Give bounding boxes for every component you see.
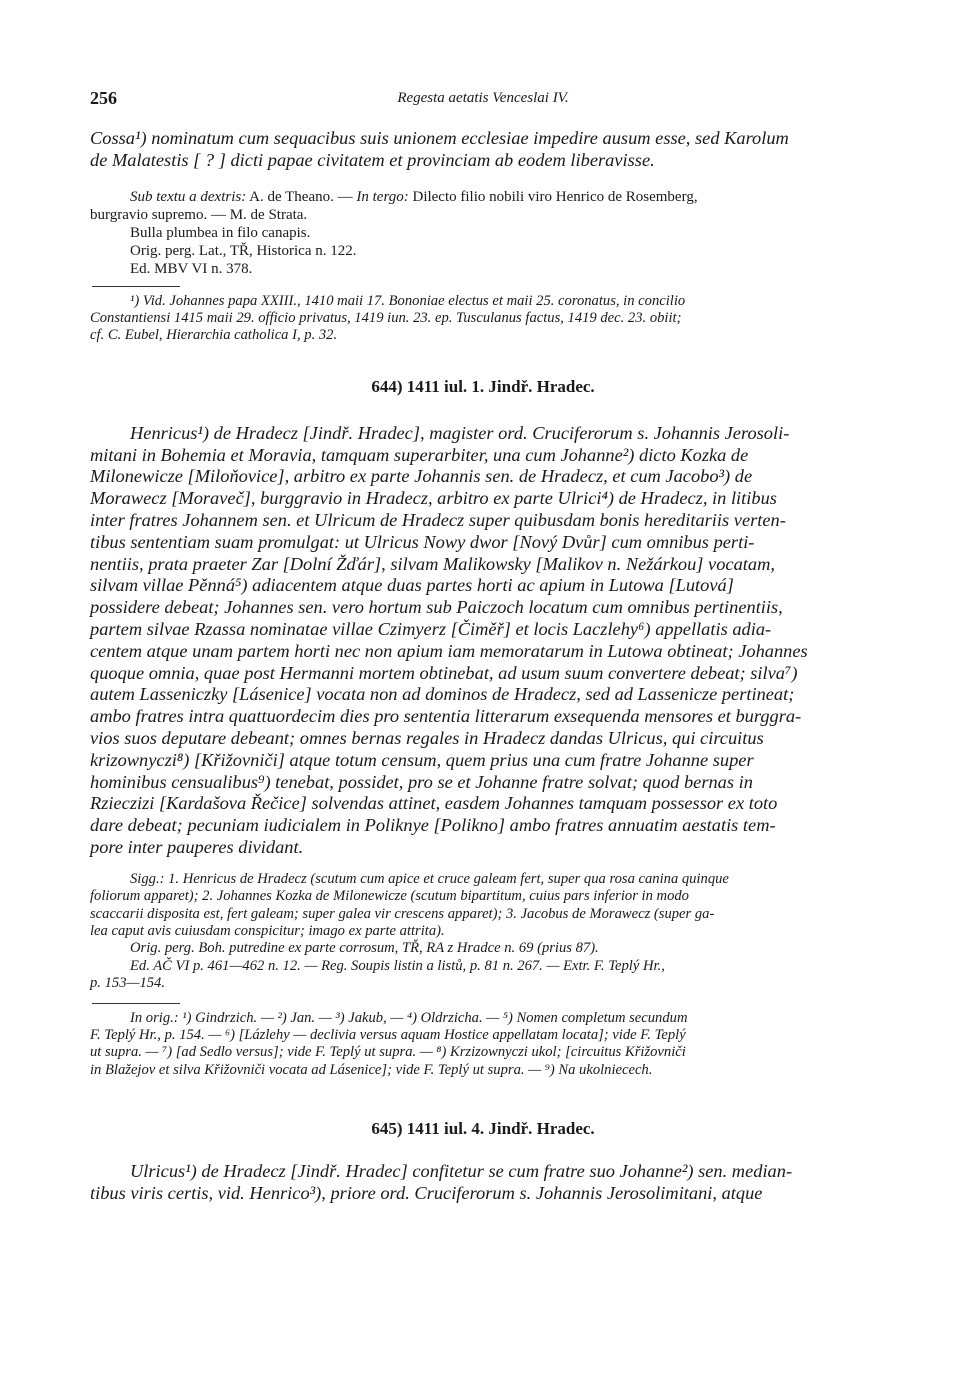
ed-note: Ed. MBV VI n. 378. — [130, 260, 253, 277]
orig-note: Orig. perg. Lat., TŘ, Historica n. 122. — [130, 242, 357, 259]
sigg-line: scaccarii disposita est, fert galeam; super galea vir crescens apparet); 3. Jacobus de Morawecz (super ga- — [90, 905, 715, 922]
apparatus — [90, 188, 876, 278]
body-line: Ulricus¹) de Hradecz [Jindř. Hradec] confitetur se cum fratre suo Johanne²) sen. median- — [130, 1161, 793, 1182]
footnote: Constantiensi 1415 maii 29. officio privatus, 1419 iun. 23. ep. Tusculanus factus, 1419 dec. 23. obiit; — [90, 310, 682, 326]
body-line: vios suos deputare debeant; omnes bernas regales in Hradecz dandas Ulricus, qui circuitus — [90, 727, 764, 748]
running-head — [90, 82, 876, 116]
body-line: Rzieczizi [Kardašova Řečice] solvendas attinet, easdem Johannes tamquam possessor ex toto — [90, 793, 778, 814]
body-line: ambo fratres intra quattuordecim dies pro sententia litterarum exsequenda mensores et burggra- — [90, 706, 802, 727]
body-line: Henricus¹) de Hradecz [Jindř. Hradec], magister ord. Cruciferorum s. Johannis Jerosoli- — [130, 422, 790, 443]
body-line: dare debeat; pecuniam iudicialem in Poliknye [Polikno] ambo fratres annuatim aestatis tem- — [90, 815, 776, 836]
entry-644-heading: 644) 1411 iul. 1. Jindř. Hradec. — [371, 376, 595, 396]
body-line: possidere debeat; Johannes sen. vero hortum sub Paiczoch locatum cum omnibus pertinentiis, — [90, 597, 783, 618]
body-line: tibus viris certis, vid. Henrico³), priore ord. Cruciferorum s. Johannis Jerosolimitani, atque — [90, 1183, 763, 1204]
body-line: nentiis, prata praeter Zar [Dolní Žďár], silvam Malikowsky [Malikov n. Nežárkou] vocatam, — [90, 553, 775, 574]
body-line: Morawecz [Moraveč], burggravio in Hradecz, arbitro ex parte Ulrici⁴) de Hradecz, in litibus — [90, 488, 777, 509]
note-line: F. Teplý Hr., p. 154. — ⁶) [Lázlehy — declivia versus aquam Hostice appellatam locata]; vide F. Teplý — [90, 1027, 686, 1043]
entry-643-tail — [90, 128, 876, 345]
body-line: inter fratres Johannem sen. et Ulricum de Hradecz super quibusdam bonis hereditariis verten- — [90, 510, 786, 530]
entry-644-sigg — [90, 871, 876, 993]
sub-textu-label: Sub textu a dextris: — [130, 188, 247, 205]
body-line: centem atque unam partem horti nec non apium iam memoratarum in Lutowa obtineat; Johannes — [90, 640, 808, 661]
body-line: partem silvae Rzassa nominatae villae Czimyerz [Čiměř] et locis Laczlehy⁶) appellatis adia- — [90, 618, 772, 639]
footnote: ¹) Vid. Johannes papa XXIII., 1410 maii 17. Bononiae electus et maii 25. coronatus, in concilio — [130, 292, 686, 309]
running-title: Regesta aetatis Venceslai IV. — [397, 90, 569, 106]
body-line: silvam villae Pěnná⁵) adiacentem atque duas partes horti ac apium in Lutowa [Lutová] — [90, 575, 734, 596]
body-line: Cossa¹) nominatum cum sequacibus suis unionem ecclesiae impedire ausum esse, sed Karolum — [90, 128, 789, 148]
ed-note: Ed. AČ VI p. 461—462 n. 12. — Reg. Soupis listin a listů, p. 81 n. 267. — Extr. F. Teplý Hr., — [130, 957, 665, 974]
notes-rule — [92, 1003, 180, 1004]
ed-note: p. 153—154. — [90, 975, 165, 992]
sub-textu-line — [90, 188, 876, 206]
body-line: quoque omnia, quae post Hermanni mortem obtinebat, ad usum suum convertere debeat; silva⁷) — [90, 662, 798, 683]
body-line: tibus sententiam suam promulgat: ut Ulricus Nowy dwor [Nový Dvůr] cum omnibus perti- — [90, 531, 755, 552]
sigg-line: Sigg.: 1. Henricus de Hradecz (scutum cum apice et cruce galeam fert, super qua rosa canina quinque — [130, 870, 729, 887]
sigg-line: lea caput avis cuiusdam conspicitur; imago ex parte attrita). — [90, 922, 445, 939]
note-line: in Blažejov et silva Křižovniči vocata ad Lásenice]; vide F. Teplý ut supra. — ⁹) Na ukolniecech. — [90, 1061, 653, 1078]
orig-note: Orig. perg. Boh. putredine ex parte corrosum, TŘ, RA z Hradce n. 69 (prius 87). — [130, 940, 599, 957]
footnote-rule — [92, 286, 180, 287]
body-line: de Malatestis [ ? ] dicti papae civitatem et provinciam ab eodem liberavisse. — [90, 149, 655, 170]
entry-645-heading: 645) 1411 iul. 4. Jindř. Hradec. — [371, 1119, 595, 1139]
body-line: autem Lasseniczky [Lásenice] vocata non ad dominos de Hradecz, sed ad Lassenicze pertineat; — [90, 684, 795, 705]
footnote: cf. C. Eubel, Hierarchia catholica I, p. 32. — [90, 327, 338, 344]
bulla-note: Bulla plumbea in filo canapis. — [130, 224, 311, 241]
body-line: mitani in Bohemia et Moravia, tamquam superarbiter, una cum Johanne²) dicto Kozka de — [90, 444, 749, 465]
body-line: hominibus censualibus⁹) tenebat, possidet, pro se et Johanne fratre solvat; quod bernas in — [90, 771, 753, 792]
sub-textu-value: A. de Theano. — — [249, 188, 353, 205]
in-tergo-label: In tergo: — [356, 188, 409, 205]
in-tergo-value: Dilecto filio nobili viro Henrico de Rosemberg, — [412, 188, 698, 205]
sigg-line: foliorum apparet); 2. Johannes Kozka de Milonewicze (scutum bipartitum, cuius pars inferior in modo — [90, 888, 689, 905]
body-line: pore inter pauperes dividant. — [90, 836, 304, 857]
body-line: Milonewicze [Miloňovice], arbitro ex parte Johannis sen. de Hradecz, et cum Jacobo³) de — [90, 466, 753, 487]
page — [90, 82, 876, 1205]
note-line: ut supra. — ⁷) [ad Sedlo versus]; vide F. Teplý ut supra. — ⁸) Krzizownyczi ukol; [circuitus Křižovniči — [90, 1044, 686, 1061]
page-number: 256 — [90, 88, 117, 108]
body-line: krizownyczi⁸) [Křižovniči] atque totum censum, quem prius una cum fratre Johanne super — [90, 749, 754, 770]
entry-644-notes — [90, 1010, 876, 1080]
in-tergo-continuation: burgravio supremo. — M. de Strata. — [90, 206, 308, 223]
note-line: In orig.: ¹) Gindrzich. — ²) Jan. — ³) Jakub, — ⁴) Oldrzicha. — ⁵) Nomen completum secundum — [130, 1009, 688, 1026]
entry-644-body — [90, 423, 876, 859]
entry-645-body — [90, 1161, 876, 1205]
